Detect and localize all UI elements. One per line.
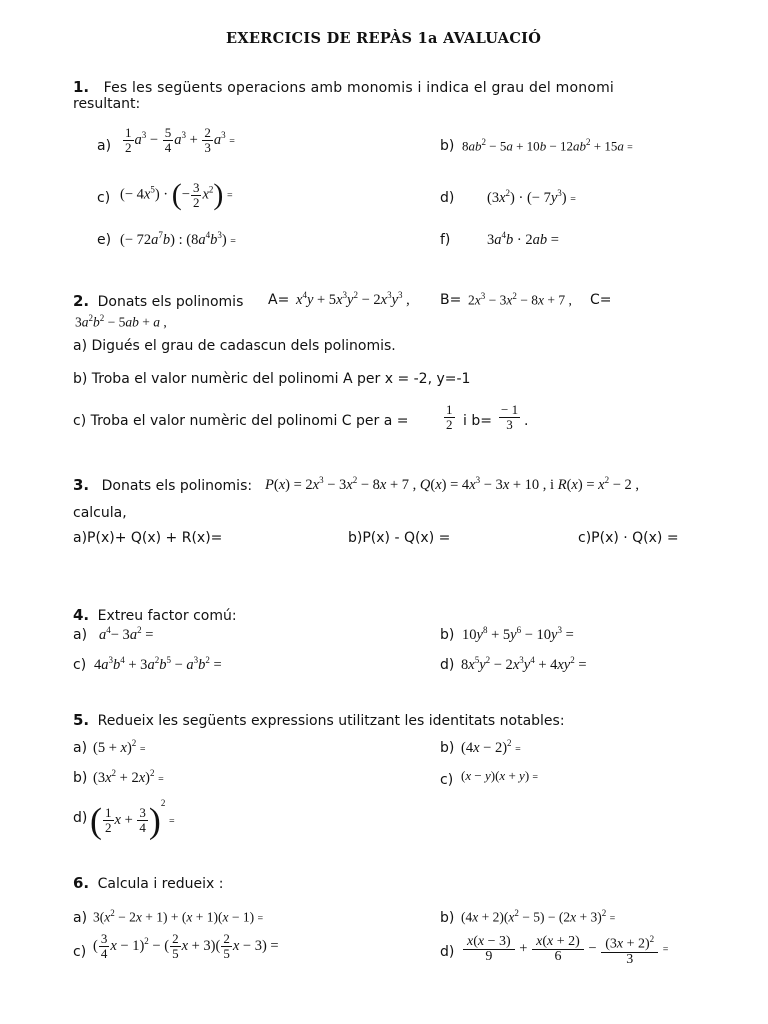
item-label: b): [440, 740, 455, 756]
question-2a: a) Digués el grau de cadascun dels polinomis.: [73, 338, 396, 354]
item-label: b): [440, 910, 455, 926]
expression-4d: $8x^5y^2 - 2x^3y^4 + 4xy^2$ =: [461, 655, 587, 673]
question-1-text: Fes les següents operacions amb monomis i indica el grau del monomi: [103, 80, 615, 96]
question-1-text-continued: resultant:: [73, 96, 141, 112]
question-3-heading: [73, 476, 252, 494]
item-label: d): [440, 657, 455, 673]
item-label: b): [440, 627, 455, 643]
question-4-number: 4.: [73, 606, 90, 624]
expression-5a: $(5 + x)^2$ =: [93, 738, 146, 756]
question-3-text: Donats els polinomis:: [101, 478, 253, 494]
item-label: a): [73, 910, 88, 926]
expression-6b: $(4x + 2)(x^2 - 5) - (2x + 3)^2$ =: [461, 908, 616, 925]
item-label: d): [440, 944, 455, 960]
question-3b: b)P(x) - Q(x) =: [348, 530, 451, 546]
expression-4b: $10y^8 + 5y^6 - 10y^3$ =: [462, 625, 574, 643]
question-4-text: Extreu factor comú:: [97, 608, 237, 624]
question-5-heading: [73, 711, 565, 729]
item-label: c): [73, 657, 87, 673]
expression-1c: (− $4x^5$) · (− $\frac{3}{2}$ $x^2$) =: [120, 178, 233, 211]
question-3c: c)P(x) · Q(x) =: [578, 530, 679, 546]
question-1-number: 1.: [73, 78, 90, 96]
page-title: EXERCICIS DE REPÀS 1a AVALUACIÓ: [226, 30, 542, 47]
expression-1b: $8ab^2 - 5a + 10b - 12ab^2 + 15a$ =: [462, 137, 633, 154]
expression-5b: $(4x - 2)^2$ =: [461, 738, 521, 756]
expression-5b-second: $(3x^2 + 2x)^2$ =: [93, 768, 164, 786]
fraction-minus-one-third: $\frac{- 1}{3}$: [501, 402, 519, 432]
item-label: c): [440, 772, 454, 788]
question-3-number: 3.: [73, 476, 90, 494]
polynomial-a: $x^4y + 5x^3y^2 - 2x^3y^3$ ,: [296, 290, 410, 308]
question-2-heading: [73, 292, 243, 310]
expression-4c: $4a^3b^4 + 3a^2b^5 - a^3b^2$ =: [94, 655, 222, 673]
item-label: c): [97, 190, 111, 206]
question-4-heading: [73, 606, 237, 624]
item-label: b): [73, 770, 88, 786]
item-label: a): [97, 138, 112, 154]
item-label: b): [440, 138, 455, 154]
question-6-text: Calcula i redueix :: [97, 876, 224, 892]
question-1-heading: [73, 78, 614, 96]
item-label: c): [73, 944, 87, 960]
item-label: d): [73, 810, 88, 826]
question-5-text: Redueix les següents expressions utilitzant les identitats notables:: [97, 713, 565, 729]
expression-6a: $3(x^2 - 2x + 1) + (x + 1)(x - 1)$ =: [93, 908, 264, 925]
expression-5d: ( $\frac{1}{2}$ x + $\frac{3}{4}$ )$^2$ =: [90, 798, 175, 841]
item-label: e): [97, 232, 112, 248]
question-3-calc: calcula,: [73, 505, 127, 521]
item-label: a): [73, 627, 88, 643]
expression-1e: (− $72a^7b$) : $(8a^4b^3)$ =: [120, 230, 236, 248]
question-2-text: Donats els polinomis: [97, 294, 244, 310]
question-2c-mid: i b=: [463, 413, 492, 429]
question-2c-end: .: [524, 413, 529, 429]
question-2c: c) Troba el valor numèric del polinomi C per a =: [73, 413, 409, 429]
question-6-number: 6.: [73, 874, 90, 892]
polynomial-b: $2x^3 - 3x^2 - 8x + 7$ ,: [468, 291, 572, 308]
polynomial-a-label: A=: [268, 292, 290, 308]
expression-1f: $3a^4b \cdot 2ab$ =: [487, 230, 559, 248]
question-6-heading: [73, 874, 223, 892]
polynomial-b-label: B=: [440, 292, 462, 308]
question-2-number: 2.: [73, 292, 90, 310]
item-label: d): [440, 190, 455, 206]
expression-1d: $(3x^2)$ · (− $7y^3$) =: [487, 188, 576, 206]
expression-6d: $\frac{x(x - 3)}{9}$ + $\frac{x(x + 2)}{6}$ − $\frac{(3x + 2)^2}{3}$ =: [462, 932, 668, 967]
question-5-number: 5.: [73, 711, 90, 729]
expression-4a: $a^4- 3a^2$ =: [99, 625, 154, 643]
expression-1a: $\frac{1}{2}$ $a^3$ − $\frac{5}{4}$ $a^3$ + $\frac{2}{3}$ $a^3$ =: [125, 125, 235, 155]
polynomial-c-label: C=: [590, 292, 612, 308]
question-3a: a)P(x)+ Q(x) + R(x)=: [73, 530, 223, 546]
fraction-one-half: $\frac{1}{2}$: [446, 402, 453, 432]
polynomial-c: $3a^2b^2 - 5ab + a$ ,: [75, 313, 167, 330]
expression-6c: ( $\frac{3}{4}$ x − 1)$^2$ − ( $\frac{2}{5}$ x + 3)( $\frac{2}{5}$ x − 3) =: [93, 931, 279, 961]
expression-5c: (x − y)(x + y) =: [461, 768, 539, 783]
item-label: a): [73, 740, 88, 756]
item-label: f): [440, 232, 451, 248]
polynomials-pqr: $P(x) = 2x^3 - 3x^2 - 8x + 7$ , $Q(x) = 4x^3 - 3x + 10$ , i $R(x) = x^2 - 2$ ,: [265, 475, 639, 493]
question-2b: b) Troba el valor numèric del polinomi A per x = -2, y=-1: [73, 371, 471, 387]
